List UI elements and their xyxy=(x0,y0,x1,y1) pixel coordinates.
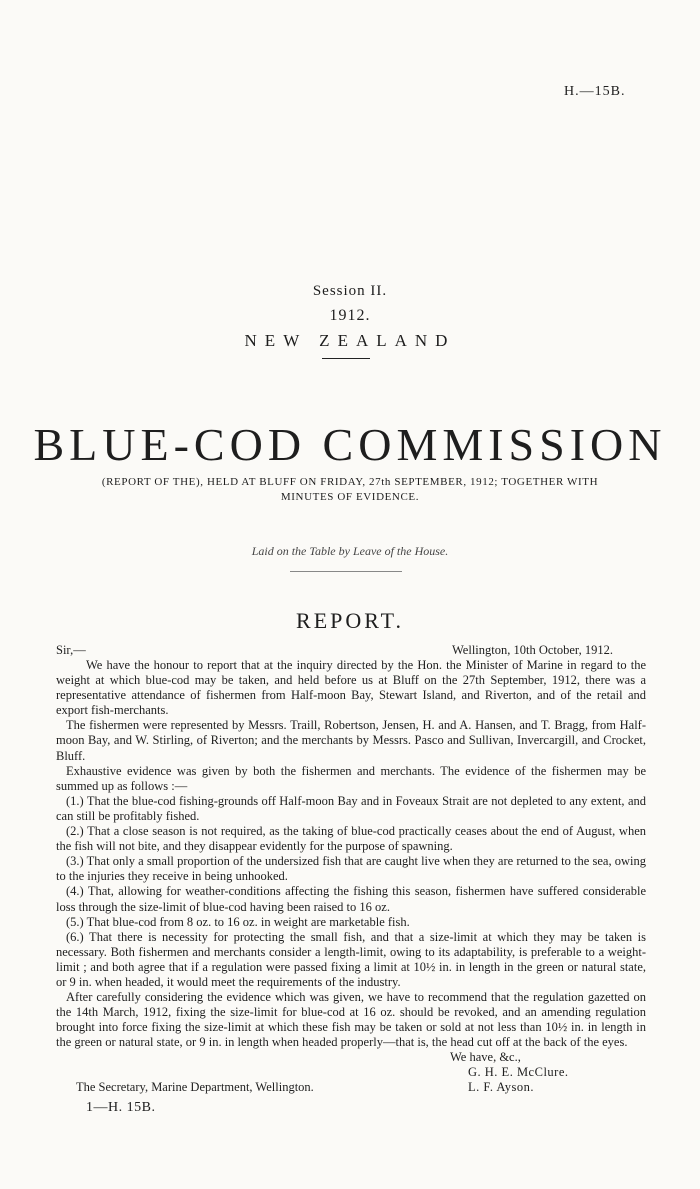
report-heading: REPORT. xyxy=(296,608,404,633)
report-paragraph: After carefully considering the evidence which was given, we have to recommend that the regulation gazetted on the 14th March, 1912, fixing the size-limit for blue-cod at 16 oz. should be revoked, and an amending regulation brought into force fixing the size-limit at which these fish may be taken or sold at not less than 10½ in. in length in the green or natural state, or 9 in. in length when headed properly—that is, the head cut off at the back of the eyes. xyxy=(56,990,646,1050)
document-subtitle-line2: MINUTES OF EVIDENCE. xyxy=(280,491,420,503)
laid-on-table-note: Laid on the Table by Leave of the House. xyxy=(251,544,449,558)
signatory: G. H. E. McClure. xyxy=(468,1065,569,1079)
report-paragraph: (6.) That there is necessity for protecting the small fish, and that a size-limit at which they may be taken is necessary. Both fishermen and merchants consider a length-limit, owing to its adaptability, is preferable to a weight-limit ; and both agree that if a regulation were passed fixing a limit at 10½ in. in length in the green or natural state, or 9 in. when headed, it would meet the requirements of the industry. xyxy=(56,929,646,989)
report-paragraph: (1.) That the blue-cod fishing-grounds off Half-moon Bay and in Foveaux Strait are not depleted to any extent, and can still be profitably fished. xyxy=(56,793,646,823)
session-label: Session II. xyxy=(312,283,388,299)
paper-reference: H.—15B. xyxy=(564,84,626,99)
report-paragraph: (3.) That only a small proportion of the undersized fish that are caught live when they are returned to the sea, owing to the injuries they receive in being unhooked. xyxy=(56,854,646,884)
place-date: Wellington, 10th October, 1912. xyxy=(452,643,613,657)
footer-paper-reference: 1—H. 15B. xyxy=(86,1100,156,1115)
document-title: BLUE-COD COMMISSION xyxy=(33,419,667,470)
document-subtitle-line1: (REPORT OF THE), HELD AT BLUFF ON FRIDAY, 27th SEPTEMBER, 1912; TOGETHER WITH xyxy=(101,476,599,488)
report-paragraph: (5.) That blue-cod from 8 oz. to 16 oz. in weight are marketable fish. xyxy=(66,914,410,929)
report-paragraph: The fishermen were represented by Messrs. Traill, Robertson, Jensen, H. and A. Hansen, and T. Bragg, from Half-moon Bay, and W. Stirling, of Riverton; and the merchants by Messrs. Pasco and Sullivan, Invercargill, and Crocket, Bluff. xyxy=(56,718,646,763)
divider-rule xyxy=(322,358,370,359)
signatory: L. F. Ayson. xyxy=(468,1080,535,1094)
report-paragraph: (4.) That, allowing for weather-conditions affecting the fishing this season, fishermen have suffered considerable loss through the size-limit of blue-cod having been raised to 16 oz. xyxy=(56,884,646,914)
country-label: NEW ZEALAND xyxy=(244,331,456,350)
year-label: 1912. xyxy=(329,307,371,324)
divider-rule xyxy=(290,571,402,572)
report-paragraph: We have the honour to report that at the inquiry directed by the Hon. the Minister of Marine in regard to the weight at which blue-cod may be taken, and held before us at Bluff on the 27th September, 1912, there was a representative attendance of fishermen from Half-moon Bay, Stewart Island, and Riverton, and of the retail and export fish-merchants. xyxy=(56,658,646,718)
report-paragraph: Exhaustive evidence was given by both the fishermen and merchants. The evidence of the fishermen may be summed up as follows :— xyxy=(56,763,646,793)
addressee: The Secretary, Marine Department, Wellington. xyxy=(76,1080,314,1094)
closing-phrase: We have, &c., xyxy=(450,1050,521,1064)
salutation: Sir,— xyxy=(56,643,86,657)
report-paragraph: (2.) That a close season is not required, as the taking of blue-cod practically ceases about the end of August, when the fish will not bite, and they disappear evidently for the purpose of spawning. xyxy=(56,824,646,854)
report-body xyxy=(56,658,646,1050)
